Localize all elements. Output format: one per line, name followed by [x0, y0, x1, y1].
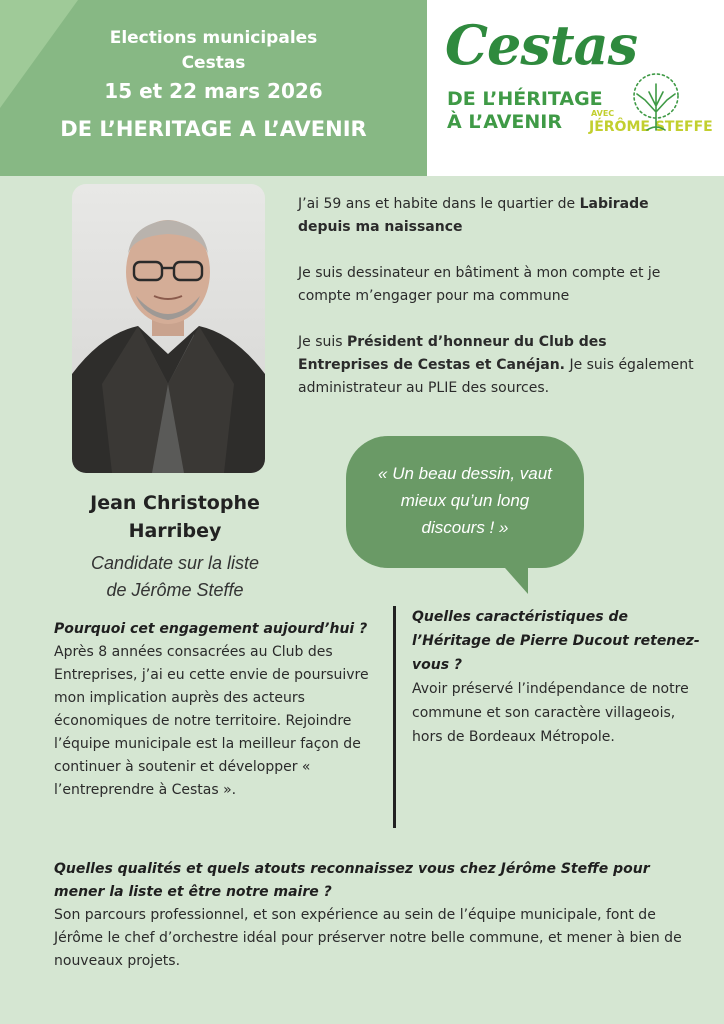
column-divider — [393, 606, 396, 828]
question-leader: Quelles qualités et quels atouts reconnaissez vous chez Jérôme Steffe pour mener la liste et être notre maire ? — [54, 861, 650, 900]
logo-leader-name: JÉRÔME STEFFE — [589, 119, 713, 135]
intro-paragraph-roles: Je suis Président d’honneur du Club des Entreprises de Cestas et Canéjan. Je suis également administrateur au PLIE des sources. — [298, 334, 694, 396]
header-dates: 15 et 22 mars 2026 — [104, 79, 323, 103]
answer-heritage: Avoir préservé l’indépendance de notre commune et son caractère villageois, hors de Bordeaux Métropole. — [412, 681, 689, 745]
quote-line1: « Un beau dessin, vaut — [378, 464, 552, 483]
intro-paragraph-age: J’ai 59 ans et habite dans le quartier de Labirade depuis ma naissance — [298, 196, 649, 235]
header-election-label: Elections municipales — [109, 28, 318, 48]
answer-leader: Son parcours professionnel, et son expérience au sein de l’équipe municipale, font de Jérôme le chef d’orchestre idéal pour préserver notre belle commune, et mener à bien de nouveaux projets. — [54, 907, 682, 969]
quote-text — [358, 460, 572, 541]
candidate-role — [40, 550, 310, 604]
quote-bubble-tail — [498, 560, 528, 594]
answer-engagement: Après 8 années consacrées au Club des Entreprises, j’ai eu cette envie de poursuivre mon implication auprès des acteurs économiques de notre territoire. Rejoindre l’équipe municipale est la meilleur façon de continuer à soutenir et développer « l’entreprendre à Cestas ». — [54, 644, 369, 798]
header-banner — [0, 0, 427, 176]
question-engagement: Pourquoi cet engagement aujourd’hui ? — [54, 621, 368, 637]
intro-club-role: Président d’honneur du Club des Entreprises de Cestas et Canéjan. — [298, 334, 607, 373]
portrait-illustration — [72, 184, 265, 473]
quote-line3: discours ! » — [421, 518, 509, 537]
interview-block-heritage — [412, 605, 702, 749]
logo-tagline-line1: DE L’HÉRITAGE — [447, 88, 603, 110]
candidate-first-name: Jean Christophe — [90, 492, 260, 514]
logo-tagline-line2: À L’AVENIR — [447, 111, 562, 133]
intro-neighbourhood: Labirade depuis ma naissance — [298, 196, 649, 235]
candidate-name — [40, 489, 310, 545]
candidate-last-name: Harribey — [128, 520, 222, 542]
tree-icon — [625, 72, 687, 132]
interview-block-leader — [54, 858, 704, 973]
question-heritage: Quelles caractéristiques de l’Héritage de Pierre Ducout retenez-vous ? — [412, 609, 700, 673]
header-slogan: DE L’HERITAGE A L’AVENIR — [60, 117, 367, 141]
candidate-intro — [298, 193, 698, 423]
intro-paragraph-job: Je suis dessinateur en bâtiment à mon compte et je compte m’engager pour ma commune — [298, 265, 661, 304]
candidate-role-line2: de Jérôme Steffe — [106, 580, 244, 600]
candidate-role-line1: Candidate sur la liste — [90, 553, 260, 573]
header-town: Cestas — [181, 53, 246, 73]
candidate-portrait — [72, 184, 265, 473]
campaign-logo — [427, 0, 724, 176]
logo-avec: AVEC — [591, 109, 615, 118]
quote-line2: mieux qu’un long — [400, 491, 530, 510]
logo-wordmark: Cestas — [445, 13, 638, 77]
logo-tagline — [447, 88, 603, 134]
interview-block-engagement — [54, 618, 384, 802]
